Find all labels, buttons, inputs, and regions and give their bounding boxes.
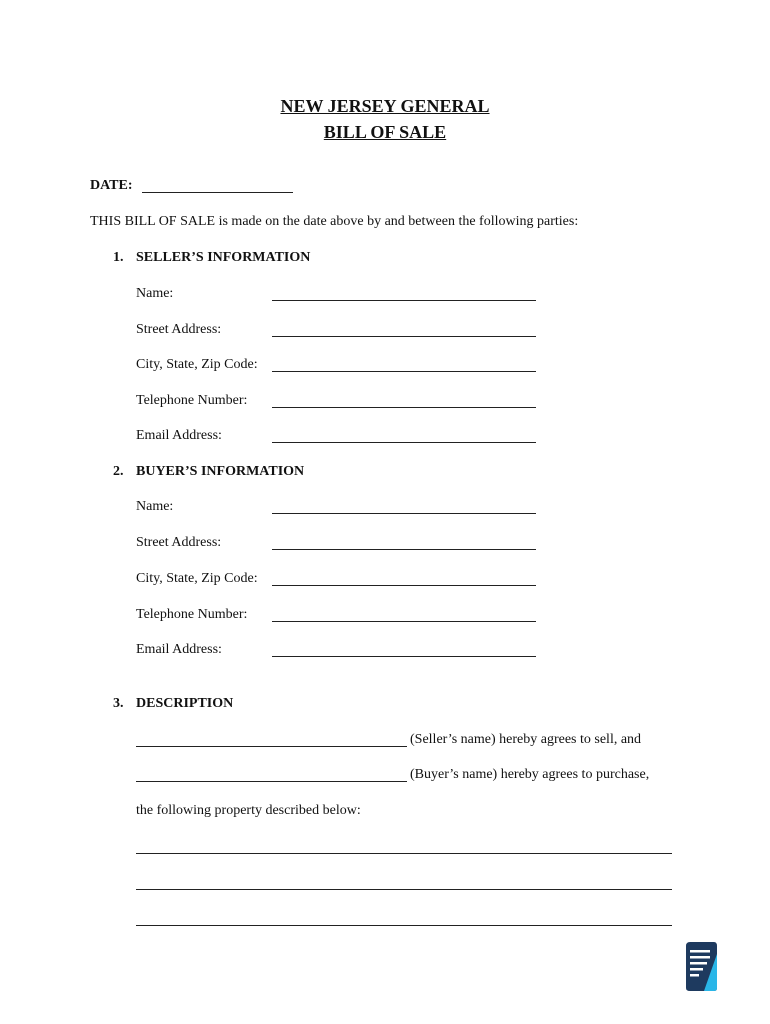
- buyer-clause: (Buyer’s name) hereby agrees to purchase,: [410, 767, 650, 782]
- seller-street-field[interactable]: [272, 336, 536, 337]
- buyer-name-blank[interactable]: [136, 781, 407, 782]
- description-section-number: 3.: [113, 696, 124, 711]
- seller-phone-label: Telephone Number:: [136, 393, 248, 408]
- property-description-line-3[interactable]: [136, 925, 672, 926]
- buyer-phone-field[interactable]: [272, 621, 536, 622]
- buyer-section-heading: BUYER’S INFORMATION: [136, 464, 305, 479]
- seller-name-label: Name:: [136, 286, 174, 301]
- seller-clause: (Seller’s name) hereby agrees to sell, and: [410, 732, 642, 747]
- buyer-name-field[interactable]: [272, 513, 536, 514]
- seller-street-label: Street Address:: [136, 322, 222, 337]
- seller-email-field[interactable]: [272, 442, 536, 443]
- intro-text: THIS BILL OF SALE is made on the date above by and between the following parties:: [90, 214, 579, 229]
- document-title-line1: NEW JERSEY GENERAL: [280, 96, 490, 116]
- buyer-street-field[interactable]: [272, 549, 536, 550]
- buyer-city-field[interactable]: [272, 585, 536, 586]
- seller-city-label: City, State, Zip Code:: [136, 357, 258, 372]
- seller-phone-field[interactable]: [272, 407, 536, 408]
- seller-name-blank[interactable]: [136, 746, 407, 747]
- property-description-line-1[interactable]: [136, 853, 672, 854]
- seller-section-number: 1.: [113, 250, 124, 265]
- buyer-city-label: City, State, Zip Code:: [136, 571, 258, 586]
- description-section-heading: DESCRIPTION: [136, 696, 234, 711]
- seller-name-field[interactable]: [272, 300, 536, 301]
- date-field[interactable]: [142, 192, 293, 193]
- buyer-phone-label: Telephone Number:: [136, 607, 248, 622]
- seller-section-heading: SELLER’S INFORMATION: [136, 250, 311, 265]
- buyer-email-field[interactable]: [272, 656, 536, 657]
- seller-city-field[interactable]: [272, 371, 536, 372]
- date-label: DATE:: [90, 178, 133, 193]
- buyer-street-label: Street Address:: [136, 535, 222, 550]
- buyer-name-label: Name:: [136, 499, 174, 514]
- property-description-line-2[interactable]: [136, 889, 672, 890]
- property-intro: the following property described below:: [136, 803, 361, 818]
- seller-email-label: Email Address:: [136, 428, 222, 443]
- document-logo-icon: [684, 940, 718, 992]
- buyer-email-label: Email Address:: [136, 642, 222, 657]
- buyer-section-number: 2.: [113, 464, 124, 479]
- document-title-line2: BILL OF SALE: [323, 122, 447, 142]
